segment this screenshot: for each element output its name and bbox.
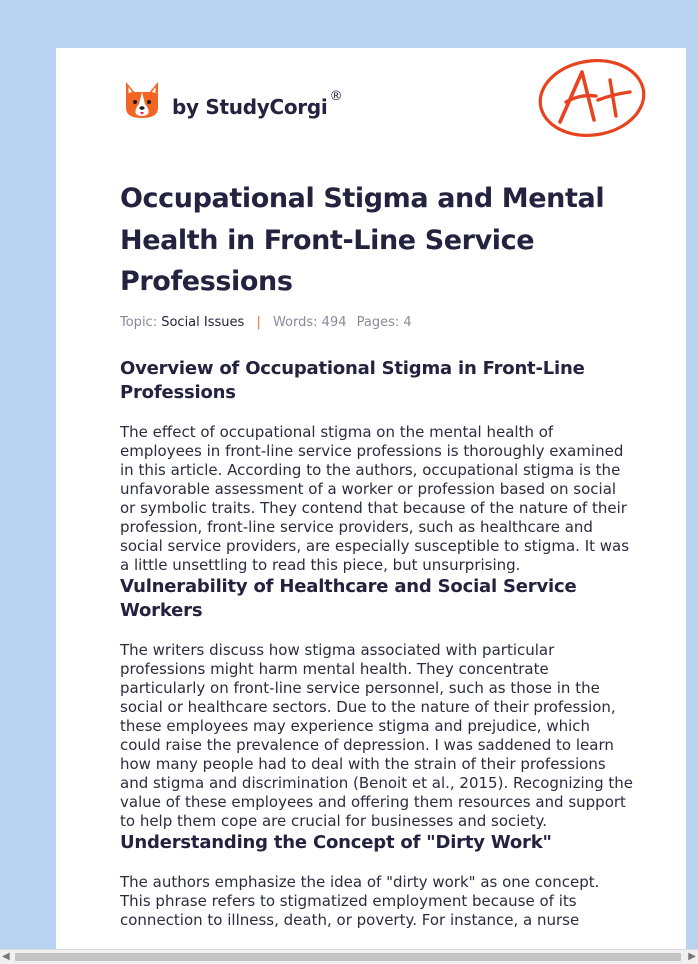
document-page [56, 48, 686, 964]
section-heading: Vulnerability of Healthcare and Social Service Workers [120, 575, 577, 621]
section-heading: Overview of Occupational Stigma in Front-Line Professions [120, 357, 585, 403]
section-heading: Understanding the Concept of "Dirty Work" [120, 831, 552, 853]
article-content [120, 178, 634, 930]
horizontal-scrollbar[interactable] [0, 949, 698, 964]
a-plus-grade-icon [536, 58, 648, 140]
word-count: Words: 494 [272, 314, 347, 330]
article-meta [120, 315, 634, 330]
section-paragraph: The writers discuss how stigma associated with particular professions might harm mental health. They concentrate particularly on front-line service personnel, such as those in the social or healthcare sectors. Due to the nature of their profession, these employees may experience stigma and prejudice, which could raise the prevalence of depression. I was saddened to learn how many people had to deal with the strain of their professions and stigma and discrimination (Benoit et al., 2015). Recognizing the value of these employees and offering them resources and support to help them cope are crucial for businesses and society. [120, 640, 634, 830]
scroll-left-arrow-icon[interactable]: ◀ [2, 951, 10, 962]
corgi-logo-icon [122, 78, 162, 122]
section-paragraph: The effect of occupational stigma on the mental health of employees in front-line service professions is thoroughly examined in this article. According to the authors, occupational stigma is the unfavorable assessment of a worker or profession based on social or symbolic traits. They contend that because of the nature of their profession, front-line service providers, such as healthcare and social service providers, are especially susceptible to stigma. It was a little unsettling to read this piece, but unsurprising. [120, 422, 630, 574]
meta-separator: | [256, 314, 261, 330]
registered-mark: ® [329, 89, 343, 104]
topic-link[interactable]: Social Issues [161, 314, 245, 330]
topic-label: Topic: [120, 314, 158, 330]
brand-header[interactable] [122, 76, 342, 124]
scroll-right-arrow-icon[interactable]: ▶ [688, 951, 696, 962]
section-paragraph: The authors emphasize the idea of "dirty work" as one concept. This phrase refers to stigmatized employment because of its connection to illness, death, or poverty. For instance, a nurse [120, 872, 600, 929]
brand-name: by StudyCorgi ® [172, 89, 343, 119]
page-title: Occupational Stigma and Mental Health in Front-Line Service Professions [120, 183, 605, 297]
page-count: Pages: 4 [356, 314, 412, 330]
scrollbar-thumb[interactable] [15, 953, 681, 961]
